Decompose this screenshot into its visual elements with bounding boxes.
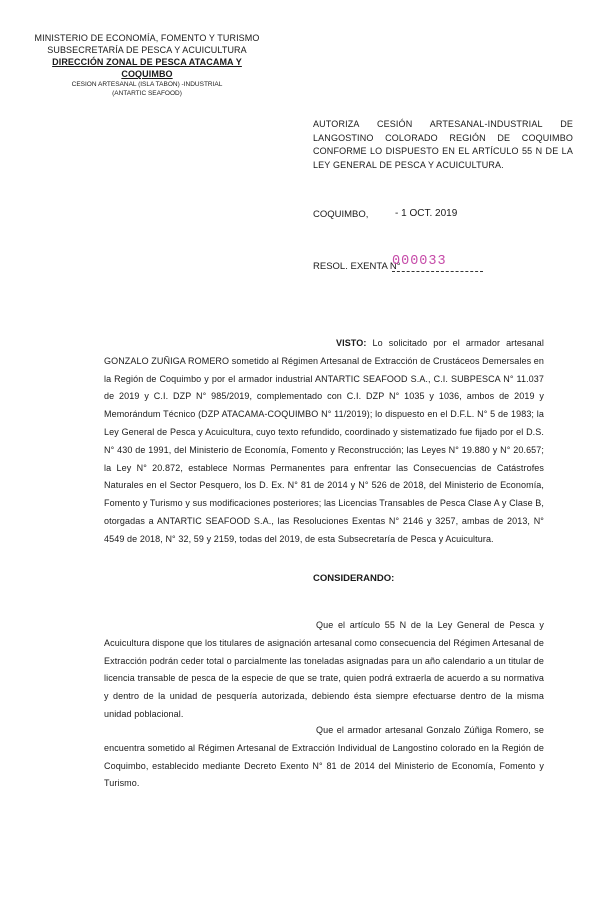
considerando-paragraph-1 [104, 617, 544, 724]
header-direccion: DIRECCIÓN ZONAL DE PESCA ATACAMA Y [52, 57, 242, 67]
resolution-topic: AUTORIZA CESIÓN ARTESANAL-INDUSTRIAL DE LANGOSTINO COLORADO REGIÓN DE COQUIMBO CONFORME LO DISPUESTO EN EL ARTÍCULO 55 N DE LA LEY GENERAL DE PESCA Y ACUICULTURA. [313, 119, 573, 170]
considerando-text-2: Que el armador artesanal Gonzalo Zúñiga Romero, se encuentra sometido al Régimen Artesanal de Extracción Individual de Langostino colorado en la Región de Coquimbo, establecido mediante Decreto Exento N° 81 de 2014 del Ministerio de Economía, Fomento y Turismo. [104, 725, 544, 789]
considerando-heading: CONSIDERANDO: [313, 573, 395, 584]
header-company: (ANTARTIC SEAFOOD) [112, 90, 182, 97]
resolution-number-line [313, 254, 447, 272]
header-ministry: MINISTERIO DE ECONOMÍA, FOMENTO Y TURISMO [34, 33, 260, 43]
date-place: COQUIMBO, [313, 209, 369, 220]
resolution-number-underline [392, 271, 483, 272]
date-stamp: - 1 OCT. 2019 [395, 208, 458, 219]
considerando-text-1: Que el artículo 55 N de la Ley General de Pesca y Acuicultura dispone que los titulares de asignación artesanal como consecuencia del Régimen Artesanal de Extracción podrán ceder total o parcialmente las toneladas asignadas para un año calendario a un titular de licencia transable de pesca de la especie de que se trate, quien podrá extraerla de acuerdo a su normativa y dentro de la unidad de pesquería autorizada, debiendo ésta siempre efectuarse dentro de la misma unidad poblacional. [104, 620, 544, 719]
resolution-number-stamp: 000033 [392, 254, 447, 269]
institution-header [34, 32, 260, 98]
date-line [313, 208, 458, 220]
header-region: COQUIMBO [121, 69, 173, 79]
header-cesion: CESION ARTESANAL (ISLA TABON) -INDUSTRIAL [71, 81, 223, 88]
visto-paragraph [104, 335, 544, 549]
considerando-paragraph-2 [104, 722, 544, 793]
visto-text: Lo solicitado por el armador artesanal GONZALO ZUÑIGA ROMERO sometido al Régimen Artesanal de Extracción de Crustáceos Demersales en la Región de Coquimbo y por el armador industrial ANTARTIC SEAFOOD S.A., C.I. SUBPESCA N° 11.037 de 2019 y C.I. DZP N° 985/2019, complementado con C.I. DZP N° 1035 y 1036, ambos de 2019 y Memorándum Técnico (DZP ATACAMA-COQUIMBO N° 11/2019); lo dispuesto en el D.F.L. N° 5 de 1983; la Ley General de Pesca y Acuicultura, cuyo texto refundido, coordinado y sistematizado fue fijado por el D.S. N° 430 de 1991, del Ministerio de Economía, Fomento y Reconstrucción; las Leyes N° 19.880 y N° 20.657; la Ley N° 20.872, establece Normas Permanentes para enfrentar las Consecuencias de Catástrofes Naturales en el Sector Pesquero, los D. Ex. N° 81 de 2014 y N° 526 de 2018, del Ministerio de Economía, Fomento y Turismo y sus modificaciones posteriores; las Licencias Transables de Pesca Clase A y Clase B, otorgadas a ANTARTIC SEAFOOD S.A., las Resoluciones Exentas N° 2146 y 3257, ambas de 2013, N° 4549 de 2018, N° 32, 59 y 2159, todas del 2019, de esta Subsecretaría de Pesca y Acuicultura. [104, 338, 544, 544]
visto-label: VISTO: [336, 338, 367, 348]
resolution-label: RESOL. EXENTA N° [313, 261, 401, 272]
header-subsecretaria: SUBSECRETARÍA DE PESCA Y ACUICULTURA [47, 45, 247, 55]
